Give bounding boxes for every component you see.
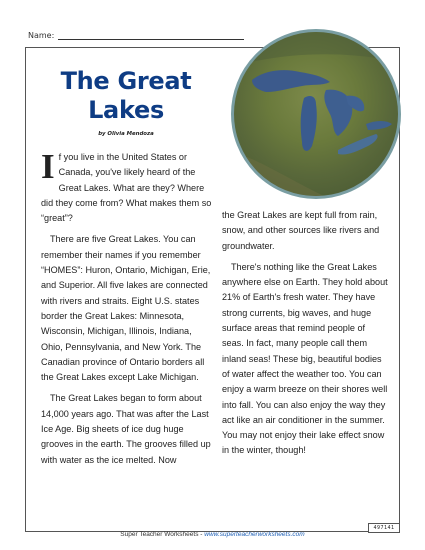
- lake-ontario-shape: [366, 121, 392, 130]
- paragraph-intro-text: f you live in the United States or Canada, you've likely heard of the Great Lakes. What are they? Where did they come from? What makes them so “great”?: [41, 152, 212, 224]
- paragraph-continued: the Great Lakes are kept full from rain, snow, and other sources like rivers and groundwater.: [222, 210, 380, 251]
- lake-erie-shape: [338, 134, 378, 155]
- lake-superior-shape: [252, 70, 330, 92]
- paragraph-five-lakes: There are five Great Lakes. You can remember their names if you remember “HOMES”: Huron, Ontario, Michigan, Erie, and Superior. All five lakes are connected with rivers and straits. Eight U.S. states border the Great Lakes: Minnesota, Wisconsin, Michigan, Illinois, Indiana, Ohio, Pennsylvania, and New York. The Canadian province of Ontario borders all the Great Lakes except Lake Michigan.: [41, 234, 211, 383]
- name-line[interactable]: [58, 30, 244, 40]
- paragraph-formation: The Great Lakes began to form about 14,000 years ago. That was after the Last Ice Age. Big sheets of ice dug huge grooves in the earth. The grooves filled up with water as the ice melted. Now: [41, 393, 211, 465]
- lake-michigan-shape: [301, 96, 317, 151]
- left-column: [41, 147, 213, 474]
- drop-cap: I: [41, 147, 55, 186]
- footer-url-link[interactable]: www.superteacherworksheets.com: [204, 531, 305, 538]
- footer: [0, 531, 425, 538]
- worksheet-code-box: 497141: [368, 523, 400, 533]
- footer-separator: -: [198, 531, 205, 538]
- great-lakes-satellite-image: [231, 29, 401, 199]
- lakes-drawing: [234, 32, 398, 196]
- article-byline: by Olivia Mendoza: [98, 131, 154, 137]
- name-row: [28, 30, 244, 40]
- footer-brand: Super Teacher Worksheets: [120, 531, 199, 538]
- right-column: [222, 208, 388, 465]
- article-title: The Great Lakes: [60, 67, 192, 124]
- name-label: Name:: [28, 31, 55, 40]
- paragraph-intro: [41, 147, 213, 226]
- paragraph-unique: There's nothing like the Great Lakes anywhere else on Earth. They hold about 21% of Earth's fresh water. They have strong currents, big waves, and huge surface areas that remind people of seas. In fact, many people call them inland seas! These big, beautiful bodies of water affect the weather too. You can enjoy a warm breeze on their shores well into fall. You can also enjoy the way they act like an air conditioner in the summer. You may not enjoy their lake effect snow in the winter, though!: [222, 261, 388, 456]
